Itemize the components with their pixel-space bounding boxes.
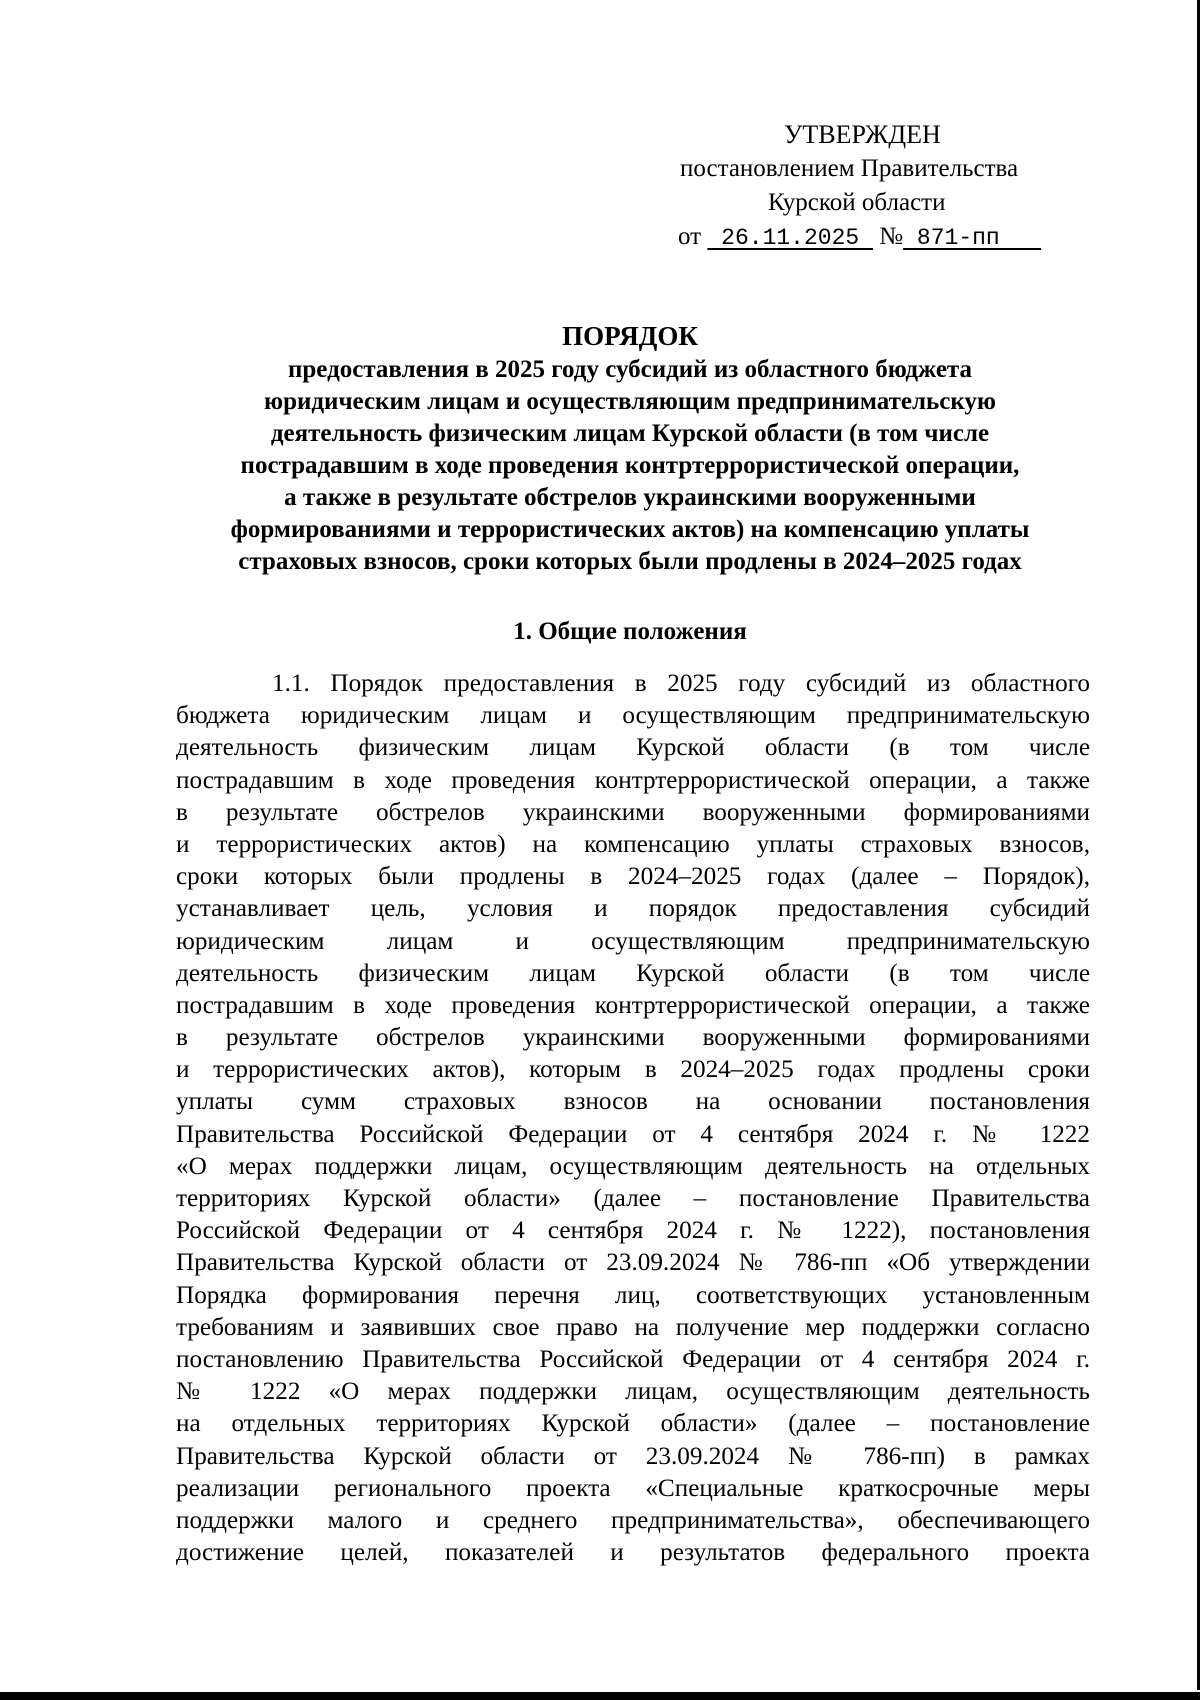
body-line: деятельность физическим лицам Курской области (в том числе: [176, 959, 1090, 987]
body-line: 1.1. Порядок предоставления в 2025 году субсидий из областного: [272, 670, 1090, 697]
body-line: и террористических актов), которым в 2024–2025 годах продлены сроки: [176, 1056, 1090, 1084]
title-line: пострадавшим в ходе проведения контртеррористической операции,: [240, 452, 1020, 479]
body-line: «О мерах поддержки лицам, осуществляющим деятельность на отдельных: [176, 1152, 1090, 1180]
title-line: деятельность физическим лицам Курской области (в том числе: [270, 420, 990, 447]
approval-region: Курской области: [768, 189, 946, 216]
body-line: пострадавшим в ходе проведения контртеррористической операции, а также: [176, 766, 1090, 794]
body-line: территориях Курской области» (далее – постановление Правительства: [176, 1185, 1090, 1212]
body-line: требованиям и заявивших свое право на получение мер поддержки согласно: [176, 1313, 1090, 1341]
date-prefix: от: [678, 223, 702, 250]
body-line: Правительства Курской области от 23.09.2024 № 786-пп «Об утверждении: [176, 1249, 1090, 1277]
title-line: страховых взносов, сроки которых были продлены в 2024–2025 годах: [238, 548, 1022, 575]
document-title-block: [170, 318, 1090, 578]
approval-stamp-block: [660, 118, 1080, 255]
body-line: № 1222 «О мерах поддержки лицам, осуществляющим деятельность: [176, 1378, 1090, 1406]
body-line: и террористических актов) на компенсацию уплаты страховых взносов,: [176, 830, 1090, 858]
title-line: а также в результате обстрелов украинскими вооруженными: [284, 484, 976, 511]
body-line: Правительства Курской области от 23.09.2024 № 786-пп) в рамках: [176, 1442, 1090, 1470]
body-line: Правительства Российской Федерации от 4 сентября 2024 г. № 1222: [176, 1120, 1090, 1148]
body-line: Российской Федерации от 4 сентября 2024 г. № 1222), постановления: [176, 1217, 1090, 1245]
body-line: в результате обстрелов украинскими вооруженными формированиями: [176, 1024, 1090, 1052]
title-line: юридическим лицам и осуществляющим предпринимательскую: [263, 388, 996, 415]
approval-number: 871-пп: [903, 225, 1042, 251]
section-heading: 1. Общие положения: [513, 618, 747, 645]
body-line: юридическим лицам и осуществляющим предпринимательскую: [176, 927, 1090, 955]
title-line: предоставления в 2025 году субсидий из областного бюджета: [288, 356, 972, 383]
body-line: устанавливает цель, условия и порядок предоставления субсидий: [176, 895, 1090, 923]
body-line: Порядка формирования перечня лиц, соответствующих установленным: [176, 1281, 1090, 1309]
body-line: поддержки малого и среднего предпринимательства», обеспечивающего: [176, 1506, 1090, 1534]
body-line: постановлению Правительства Российской Федерации от 4 сентября 2024 г.: [176, 1345, 1090, 1373]
approval-authority: постановлением Правительства: [680, 155, 1019, 182]
number-prefix: №: [879, 223, 904, 250]
approval-date-number: [660, 220, 1080, 255]
body-paragraph: [176, 668, 1090, 1569]
body-line: в результате обстрелов украинскими вооруженными формированиями: [176, 798, 1090, 826]
approval-heading: УТВЕРЖДЕН: [784, 120, 941, 149]
body-line: на отдельных территориях Курской области» (далее – постановление: [176, 1410, 1090, 1438]
body-line: реализации регионального проекта «Специальные краткосрочные меры: [176, 1474, 1090, 1502]
approval-date: 26.11.2025: [707, 225, 873, 251]
document-title: ПОРЯДОК: [562, 321, 698, 351]
title-line: формированиями и террористических актов) на компенсацию уплаты: [230, 516, 1030, 543]
scan-edge-bottom: [0, 1692, 1200, 1700]
body-line: бюджета юридическим лицам и осуществляющим предпринимательскую: [176, 702, 1090, 730]
body-line: пострадавшим в ходе проведения контртеррористической операции, а также: [176, 991, 1090, 1019]
body-line: уплаты сумм страховых взносов на основании постановления: [176, 1088, 1090, 1116]
body-line: деятельность физическим лицам Курской области (в том числе: [176, 734, 1090, 762]
body-line: сроки которых были продлены в 2024–2025 годах (далее – Порядок),: [176, 863, 1090, 891]
body-line: достижение целей, показателей и результатов федерального проекта: [176, 1539, 1090, 1567]
